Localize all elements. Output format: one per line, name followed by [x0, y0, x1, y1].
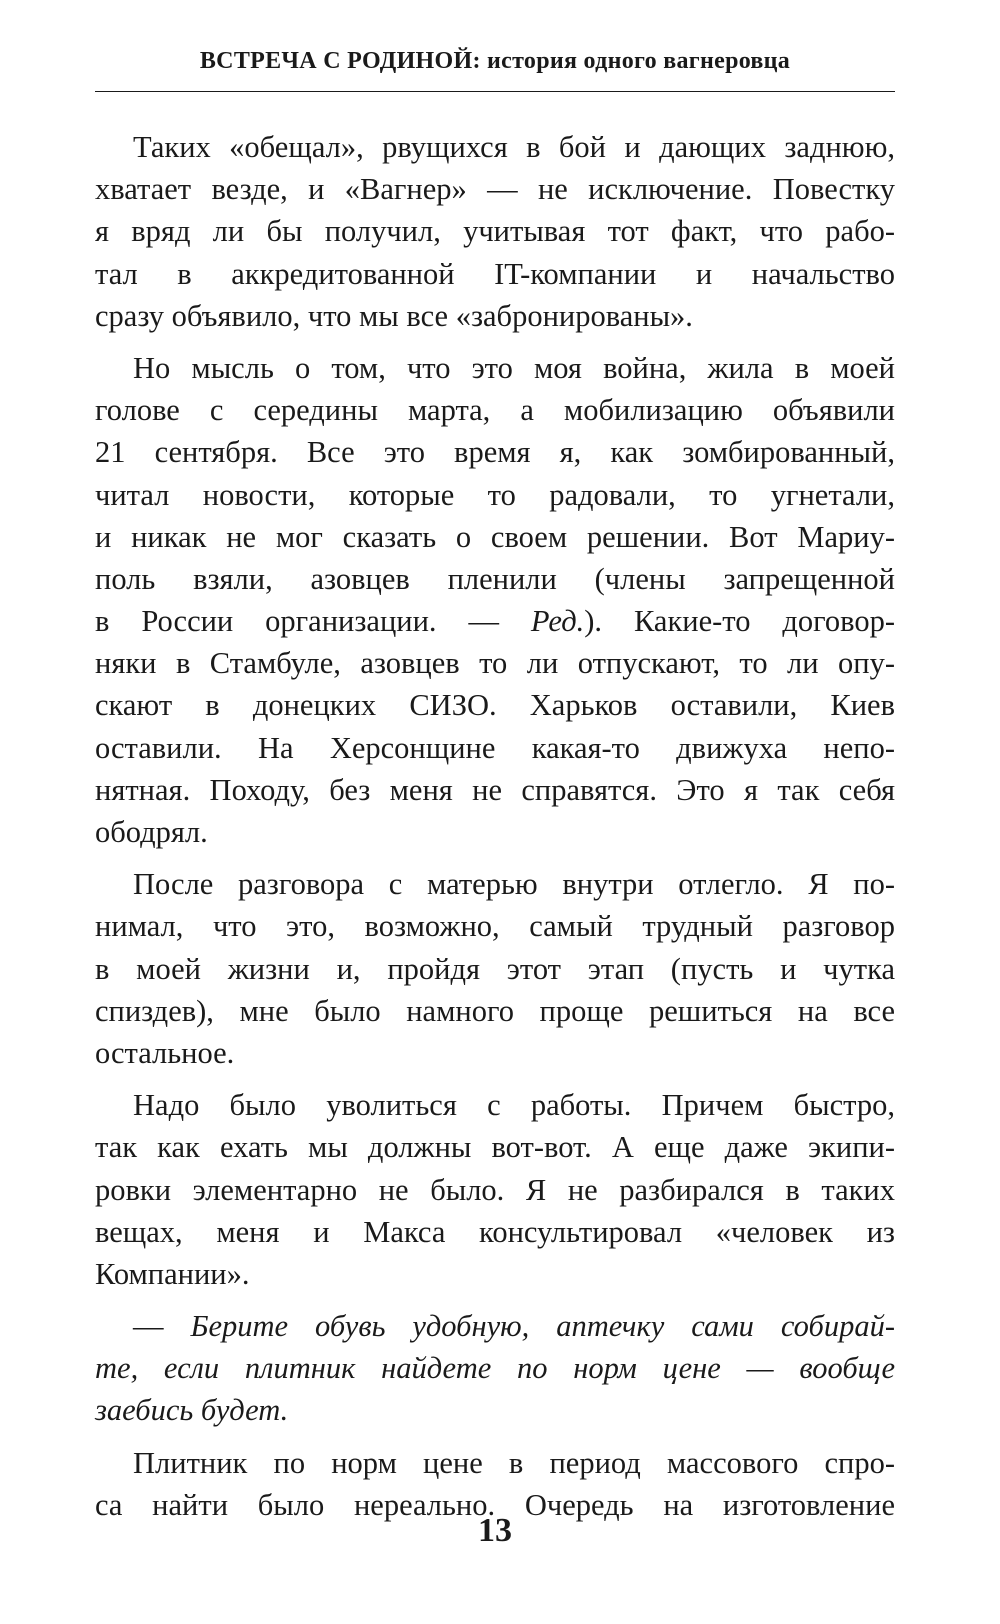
- dialogue-line: [95, 1305, 895, 1347]
- dialogue-line: те, если плитник найдете по норм цене — вообще: [95, 1351, 895, 1386]
- text-fragment: ). Какие-то договор-: [584, 604, 895, 639]
- header-rule: [95, 91, 895, 92]
- text-line: скают в донецких СИЗО. Харьков оставили, Киев: [95, 688, 895, 723]
- dialogue-text: Берите обувь удобную, аптечку сами собирай-: [190, 1309, 896, 1344]
- text-line: и никак не мог сказать о своем решении. Вот Мариу-: [95, 519, 895, 554]
- text-line: читал новости, которые то радовали, то угнетали,: [95, 477, 895, 512]
- text-line: Надо было уволиться с работы. Причем быстро,: [133, 1088, 895, 1123]
- text-line: спиздев), мне было намного проще решиться на все: [95, 993, 895, 1028]
- dialogue-dash: —: [133, 1309, 191, 1344]
- text-line: 21 сентября. Все это время я, как зомбированный,: [95, 435, 895, 470]
- text-line: я вряд ли бы получил, учитывая тот факт, что рабо-: [95, 214, 895, 249]
- text-line: няки в Стамбуле, азовцев то ли отпускают, то ли опу-: [95, 646, 895, 681]
- text-line: Таких «обещал», рвущихся в бой и дающих заднюю,: [133, 130, 895, 164]
- paragraph-4: [95, 1084, 895, 1295]
- text-line: са найти было нереально. Очередь на изготовление: [95, 1487, 895, 1522]
- text-line: остальное.: [95, 1035, 235, 1070]
- text-line: нимал, что это, возможно, самый трудный разговор: [95, 909, 895, 944]
- paragraph-2: [95, 347, 895, 853]
- text-line: Но мысль о том, что это моя война, жила в моей: [133, 350, 895, 385]
- editor-abbreviation: Ред.: [530, 604, 585, 639]
- text-line: хватает везде, и «Вагнер» — не исключение. Повестку: [95, 172, 895, 207]
- text-line: голове с середины марта, а мобилизацию объявили: [95, 393, 895, 428]
- running-head: ВСТРЕЧА С РОДИНОЙ: история одного вагнеровца: [199, 48, 791, 74]
- text-line: Плитник по норм цене в период массового спро-: [133, 1445, 895, 1480]
- paragraph-1: [95, 126, 895, 337]
- text-fragment: в России организации. —: [95, 604, 531, 639]
- text-line: тал в аккредитованной IT-компании и начальство: [95, 256, 895, 291]
- text-line: так как ехать мы должны вот-вот. А еще даже экипи-: [95, 1130, 895, 1165]
- text-line: нятная. Походу, без меня не справятся. Это я так себя: [95, 772, 895, 807]
- text-line: вещах, меня и Макса консультировал «человек из: [95, 1214, 895, 1249]
- text-line-editor-note: [95, 600, 895, 642]
- paragraph-5-dialogue: [95, 1305, 895, 1432]
- body-text: [95, 126, 895, 1536]
- text-line: ободрял.: [95, 815, 208, 849]
- text-line: После разговора с матерью внутри отлегло. Я по-: [133, 867, 895, 902]
- paragraph-3: [95, 863, 895, 1074]
- text-line: Компании».: [95, 1256, 250, 1291]
- text-line: оставили. На Херсонщине какая-то движуха непо-: [95, 730, 895, 765]
- text-line: в моей жизни и, пройдя этот этап (пусть и чутка: [95, 951, 895, 986]
- text-line: сразу объявило, что мы все «забронированы».: [95, 298, 693, 333]
- text-line: поль взяли, азовцев пленили (члены запрещенной: [95, 561, 895, 596]
- text-line: ровки элементарно не было. Я не разбирался в таких: [95, 1172, 895, 1207]
- page-number: 13: [478, 1512, 512, 1549]
- dialogue-line: заебись будет.: [95, 1393, 289, 1428]
